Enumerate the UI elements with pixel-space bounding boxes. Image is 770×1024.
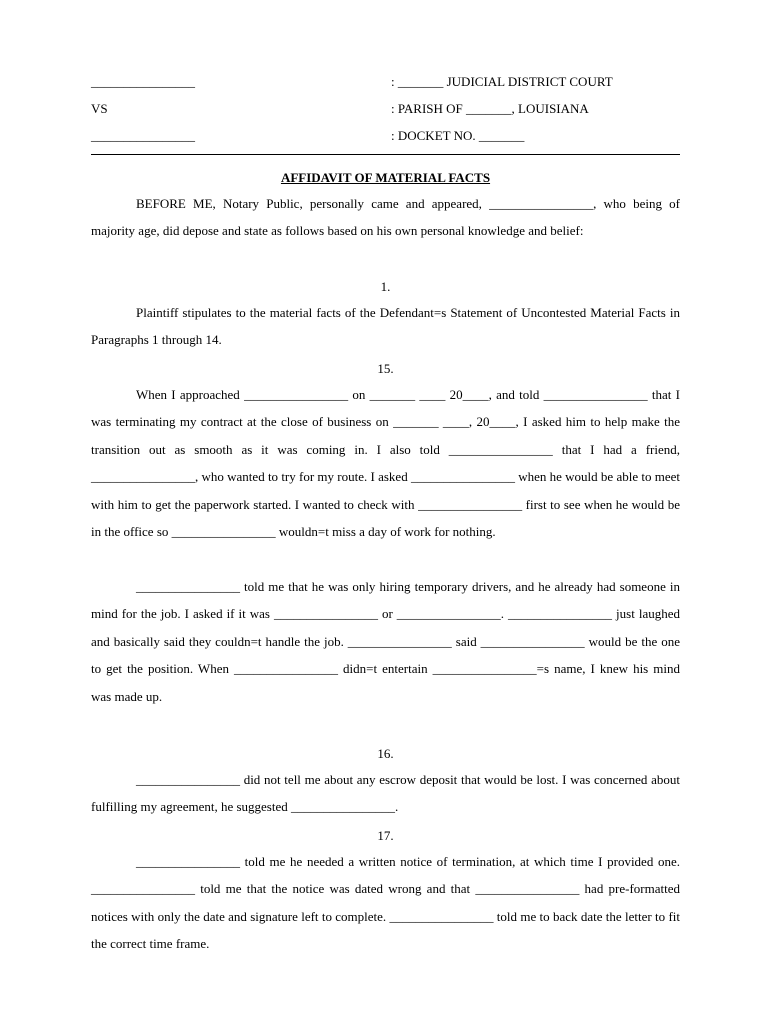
- caption-divider: [91, 154, 680, 155]
- paragraph-15-text-b: ________________ told me that he was only hiring temporary drivers, and he already had someone in mind for the job. I asked if it was ________________ or ________________. ________________ just laughed and basically said they couldn=t handle the job. ________________ said ________________ would be the one to get the position. When ________________ didn=t entertain ________________=s name, I knew his mind was made up.: [91, 579, 680, 704]
- document-title: AFFIDAVIT OF MATERIAL FACTS: [280, 170, 491, 185]
- paragraph-number-16: 16.: [377, 746, 394, 761]
- paragraph-15-text-a: When I approached ________________ on _______ ____ 20____, and told ________________ that I was terminating my contract at the close of business on _______ ____, 20____, I asked him to help make the transition out as smooth as it was coming in. I also told ________________ that I had a friend, ________________, who wanted to try for my route. I asked ________________ when he would be able to meet with him to get the paperwork started. I wanted to check with ________________ first to see when he would be in the office so ________________ wouldn=t miss a day of work for nothing.: [91, 387, 680, 540]
- paragraph-number-1: 1.: [380, 279, 391, 294]
- court-name: : _______ JUDICIAL DISTRICT COURT: [391, 74, 613, 89]
- caption-row-defendant: [91, 128, 679, 144]
- defendant-blank: ________________: [91, 128, 195, 143]
- paragraph-number-17: 17.: [377, 828, 394, 843]
- paragraph-17-text: ________________ told me he needed a written notice of termination, at which time I provided one. ________________ told me that the notice was dated wrong and that ________________ had pre-formatted notices with only the date and signature left to complete. ________________ told me to back date the letter to fit the correct time frame.: [91, 854, 680, 952]
- docket-number: : DOCKET NO. _______: [391, 128, 525, 143]
- plaintiff-blank: ________________: [91, 74, 195, 89]
- paragraph-16-text: ________________ did not tell me about any escrow deposit that would be lost. I was concerned about fulfilling my agreement, he suggested ________________.: [91, 772, 680, 815]
- paragraph-number-15: 15.: [377, 361, 394, 376]
- caption-row-plaintiff: [91, 74, 679, 90]
- parish-line: : PARISH OF _______, LOUISIANA: [391, 101, 589, 116]
- versus-label: VS: [91, 101, 108, 116]
- paragraph-1-text: Plaintiff stipulates to the material facts of the Defendant=s Statement of Uncontested Material Facts in Paragraphs 1 through 14.: [91, 305, 680, 348]
- intro-paragraph: BEFORE ME, Notary Public, personally came and appeared, ________________, who being of majority age, did depose and state as follows based on his own personal knowledge and belief:: [91, 196, 680, 239]
- caption-row-versus: [91, 101, 679, 117]
